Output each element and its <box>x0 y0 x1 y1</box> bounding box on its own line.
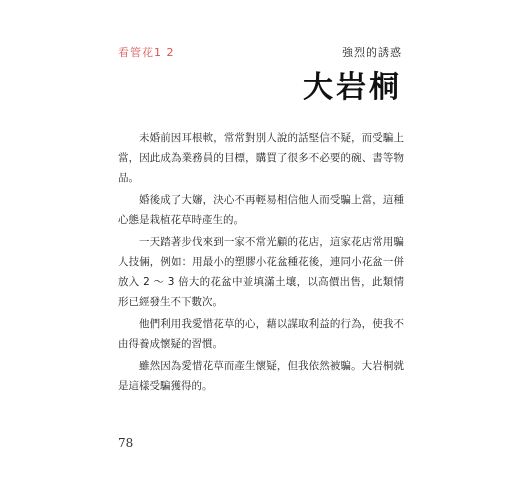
paragraph: 雖然因為愛惜花草而產生懷疑，但我依然被騙。大岩桐就是這樣受騙獲得的。 <box>118 360 404 392</box>
paragraph: 婚後成了大嬸，決心不再輕易相信他人而受騙上當，這種心態是栽植花草時產生的。 <box>118 194 404 226</box>
paragraph: 未婚前因耳根軟，常常對別人說的話堅信不疑，而受騙上當，因此成為業務員的目標，購買了很多不必要的碗、書等物品。 <box>118 132 404 184</box>
paragraph: 他們利用我愛惜花草的心，藉以謀取利益的行為，使我不由得養成懷疑的習慣。 <box>118 318 404 350</box>
paragraph: 一天踏著步伐來到一家不常光顧的花店，這家花店常用騙人技倆，例如：用最小的塑膠小花盆種花後，連同小花盆一併放入 2 ～ 3 倍大的花盆中並填滿土壤，以高價出售，此類情形已經發生不下數次。 <box>118 236 404 308</box>
running-header-left: 看管花1 2 <box>118 46 175 59</box>
running-header-right: 強烈的誘惑 <box>342 46 402 59</box>
page-number: 78 <box>118 436 134 450</box>
page-title: 大岩桐 <box>303 70 402 105</box>
body-text <box>118 128 404 398</box>
